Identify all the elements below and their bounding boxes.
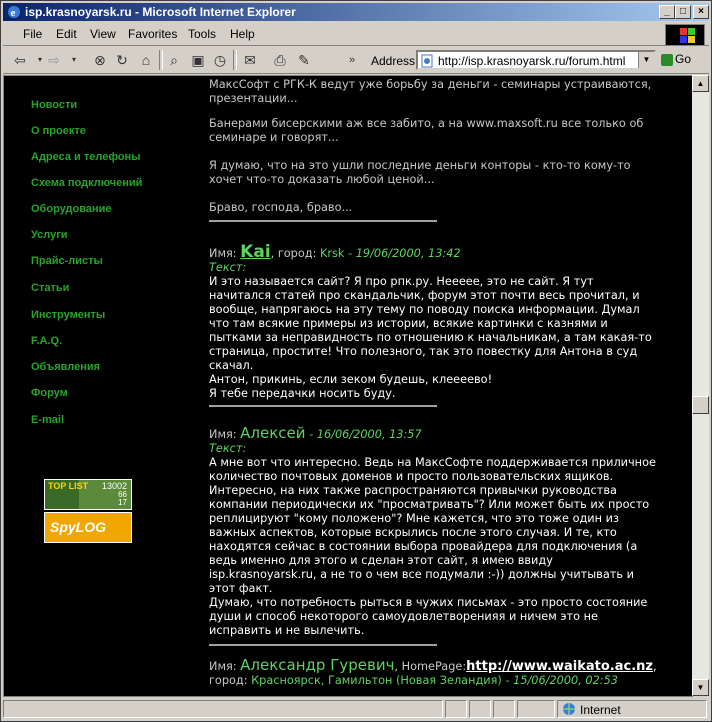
toplist-count2: 66 — [118, 490, 127, 499]
status-pane — [469, 700, 491, 718]
nav-about[interactable]: О проекте — [31, 125, 86, 137]
close-button[interactable]: × — [693, 5, 709, 19]
author-name[interactable]: Kai — [240, 242, 271, 262]
toplist-count: 13002 — [101, 481, 127, 491]
name-label: Имя: — [209, 247, 237, 260]
address-input[interactable] — [416, 50, 656, 70]
nav-equipment[interactable]: Оборудование — [31, 203, 112, 215]
divider — [209, 220, 437, 222]
nav-news[interactable]: Новости — [31, 99, 78, 111]
post-text-3: Я тебе передачки носить буду. — [209, 387, 396, 400]
back-arrow-icon[interactable]: ⇦ — [14, 52, 26, 68]
author-name: Алексей — [240, 424, 306, 442]
menu-favorites[interactable]: Favorites — [128, 27, 178, 41]
stop-icon[interactable]: ⊗ — [94, 52, 106, 68]
name-label: Имя: — [209, 428, 237, 441]
author-city: Krsk — [319, 247, 345, 260]
nav-services[interactable]: Услуги — [31, 229, 68, 241]
menu-tools[interactable]: Tools — [188, 27, 217, 41]
post-date: - 15/06/2000, 02:53 — [505, 674, 618, 687]
nav-forum[interactable]: Форум — [31, 387, 68, 399]
name-label: Имя: — [209, 660, 237, 673]
post-text-2: Антон, прикинь, если зеком будешь, клеееево! — [209, 373, 493, 386]
author-city: Красноярск, Гамильтон (Новая Зеландия) — [251, 674, 502, 687]
chevron-more-icon[interactable]: » — [348, 54, 356, 66]
status-text-pane — [3, 700, 443, 718]
toplist-count3: 17 — [118, 498, 127, 507]
go-arrow-icon — [661, 54, 673, 66]
spylog-label: SpyLOG — [50, 519, 107, 535]
vertical-scrollbar[interactable] — [692, 75, 709, 696]
author-name: Александр Гуревич — [240, 656, 395, 674]
forum-post — [209, 242, 659, 407]
status-bar — [3, 698, 709, 720]
menu-bar — [3, 23, 709, 46]
toplist-banner[interactable] — [44, 479, 132, 510]
spylog-banner[interactable] — [44, 512, 132, 543]
post-date: - 16/06/2000, 13:57 — [309, 428, 422, 441]
search-icon[interactable]: ⌕ — [170, 52, 178, 68]
home-icon[interactable]: ⌂ — [141, 52, 151, 68]
menu-help[interactable]: Help — [230, 27, 255, 41]
top-text-p4: Браво, господа, браво... — [209, 201, 353, 214]
post-text-2: Думаю, что потребность рыться в чужих письмах - это просто состояние души и способ некоторого самоудовлетворенияя и ничем это не исправить и не вылечить. — [209, 596, 648, 637]
top-text-p3: Я думаю, что на это ушли последние деньги конторы - кто-то кому-то хочет что-то доказать любой ценой... — [209, 159, 631, 186]
homepage-label: , HomePage: — [394, 660, 467, 673]
toolbar-separator — [233, 50, 237, 70]
toolbar — [3, 47, 709, 74]
nav-schemes[interactable]: Схема подключений — [31, 177, 143, 189]
forward-dropdown-icon[interactable]: ▾ — [71, 55, 76, 64]
print-icon[interactable]: ⎙ — [274, 52, 286, 68]
zone-pane — [557, 700, 707, 718]
menu-file[interactable]: File — [23, 27, 43, 41]
favorites-icon[interactable]: ▣ — [191, 52, 205, 68]
divider — [209, 405, 437, 407]
mail-icon[interactable]: ✉ — [244, 52, 256, 68]
maximize-button[interactable]: □ — [675, 5, 691, 19]
status-pane — [445, 700, 467, 718]
windows-logo-icon — [665, 24, 705, 46]
page-icon — [420, 54, 434, 68]
forward-arrow-icon[interactable]: ⇨ — [48, 52, 60, 68]
divider — [209, 644, 437, 646]
post-date: - 19/06/2000, 13:42 — [348, 247, 461, 260]
page-viewport — [3, 75, 693, 697]
minimize-button[interactable]: _ — [659, 5, 675, 19]
globe-icon — [562, 702, 576, 716]
go-label: Go — [675, 52, 692, 66]
scroll-thumb[interactable] — [692, 396, 709, 414]
post-text: А мне вот что интересно. Ведь на МаксСофте поддерживается приличное количество почтовых доменов и просто пользовательских ящиков. Интересно, на них также распространяются привычки руководства компании периодически их "просматривать"? Или может быть их просто реплицируют "кому положено"? Мне кажется, что это тоже один из важных аспектов, которые вскрылись после этого случая. И те, кто находятся сейчас в состоянии выбора провайдера для подключения (а ведь именно для этого и сделан этот сайт, я имею ввиду isp.krasnoyarsk.ru, а не то о чем все подумали :-)) должны учитывать и этот факт. — [209, 456, 656, 595]
text-label: Текст: — [209, 261, 247, 274]
nav-tools[interactable]: Инструменты — [31, 309, 106, 321]
nav-email[interactable]: E-mail — [31, 414, 65, 426]
zone-label: Internet — [580, 703, 621, 717]
back-dropdown-icon[interactable]: ▾ — [37, 55, 42, 64]
menu-view[interactable]: View — [90, 27, 116, 41]
scroll-down-icon[interactable]: ▼ — [692, 679, 709, 696]
ie-icon — [6, 4, 22, 20]
scroll-up-icon[interactable]: ▲ — [692, 75, 709, 92]
nav-articles[interactable]: Статьи — [31, 282, 70, 294]
nav-addresses[interactable]: Адреса и телефоны — [31, 151, 141, 163]
text-label: Текст: — [209, 442, 247, 455]
toplist-label: TOP LIST — [48, 481, 89, 491]
status-pane — [517, 700, 555, 718]
top-text-p1: МаксСофт с РГК-К ведут уже борьбу за деньги - семинары устраиваются, презентации... — [209, 78, 652, 105]
address-url: http://isp.krasnoyarsk.ru/forum.html — [438, 54, 626, 68]
address-dropdown-icon[interactable]: ▼ — [638, 52, 654, 68]
address-label: Address — [371, 54, 416, 68]
title-bar — [3, 3, 709, 21]
nav-prices[interactable]: Прайс-листы — [31, 255, 103, 267]
go-button[interactable] — [661, 52, 691, 66]
history-icon[interactable]: ◷ — [213, 52, 227, 68]
toolbar-separator — [159, 50, 163, 70]
forum-post — [209, 426, 659, 646]
refresh-icon[interactable]: ↻ — [116, 52, 128, 68]
nav-faq[interactable]: F.A.Q. — [31, 335, 63, 347]
edit-icon[interactable]: ✎ — [298, 52, 310, 68]
menu-edit[interactable]: Edit — [56, 27, 77, 41]
svg-text:e: e — [10, 7, 16, 19]
top-text-p2: Банерами бисерскими аж все забито, а на www.maxsoft.ru все только об семинаре и говорят... — [209, 117, 644, 144]
post-text: И это называется сайт? Я про рпк.ру. Неееее, это не сайт. Я тут начитался статей про скандальчик, форум этот почти весь прочитал, и вообще, напрягаюсь на эту тему по поводу поиска информации. Думал что там всякие примеры из истории, всякие картинки с казнями и пытками за неправидность по отношению к начальникам, а там какая-то страница, простите! Что полезного, так это повестку для Антона в суд скачал. — [209, 275, 652, 372]
forum-post: Имя: Александр Гуревич, HomePage:http://www.waikato.ac.nz, город: Красноярск, Гамильтон (Новая Зеландия) - 15/06/2000, 02:53 — [209, 656, 657, 687]
window-title: isp.krasnoyarsk.ru - Microsoft Internet Explorer — [25, 5, 296, 19]
city-label: город: — [209, 674, 248, 687]
homepage-link[interactable]: http://www.waikato.ac.nz — [466, 659, 653, 674]
city-label: , город: — [270, 247, 317, 260]
status-pane — [493, 700, 515, 718]
nav-ads[interactable]: Объявления — [31, 361, 101, 373]
